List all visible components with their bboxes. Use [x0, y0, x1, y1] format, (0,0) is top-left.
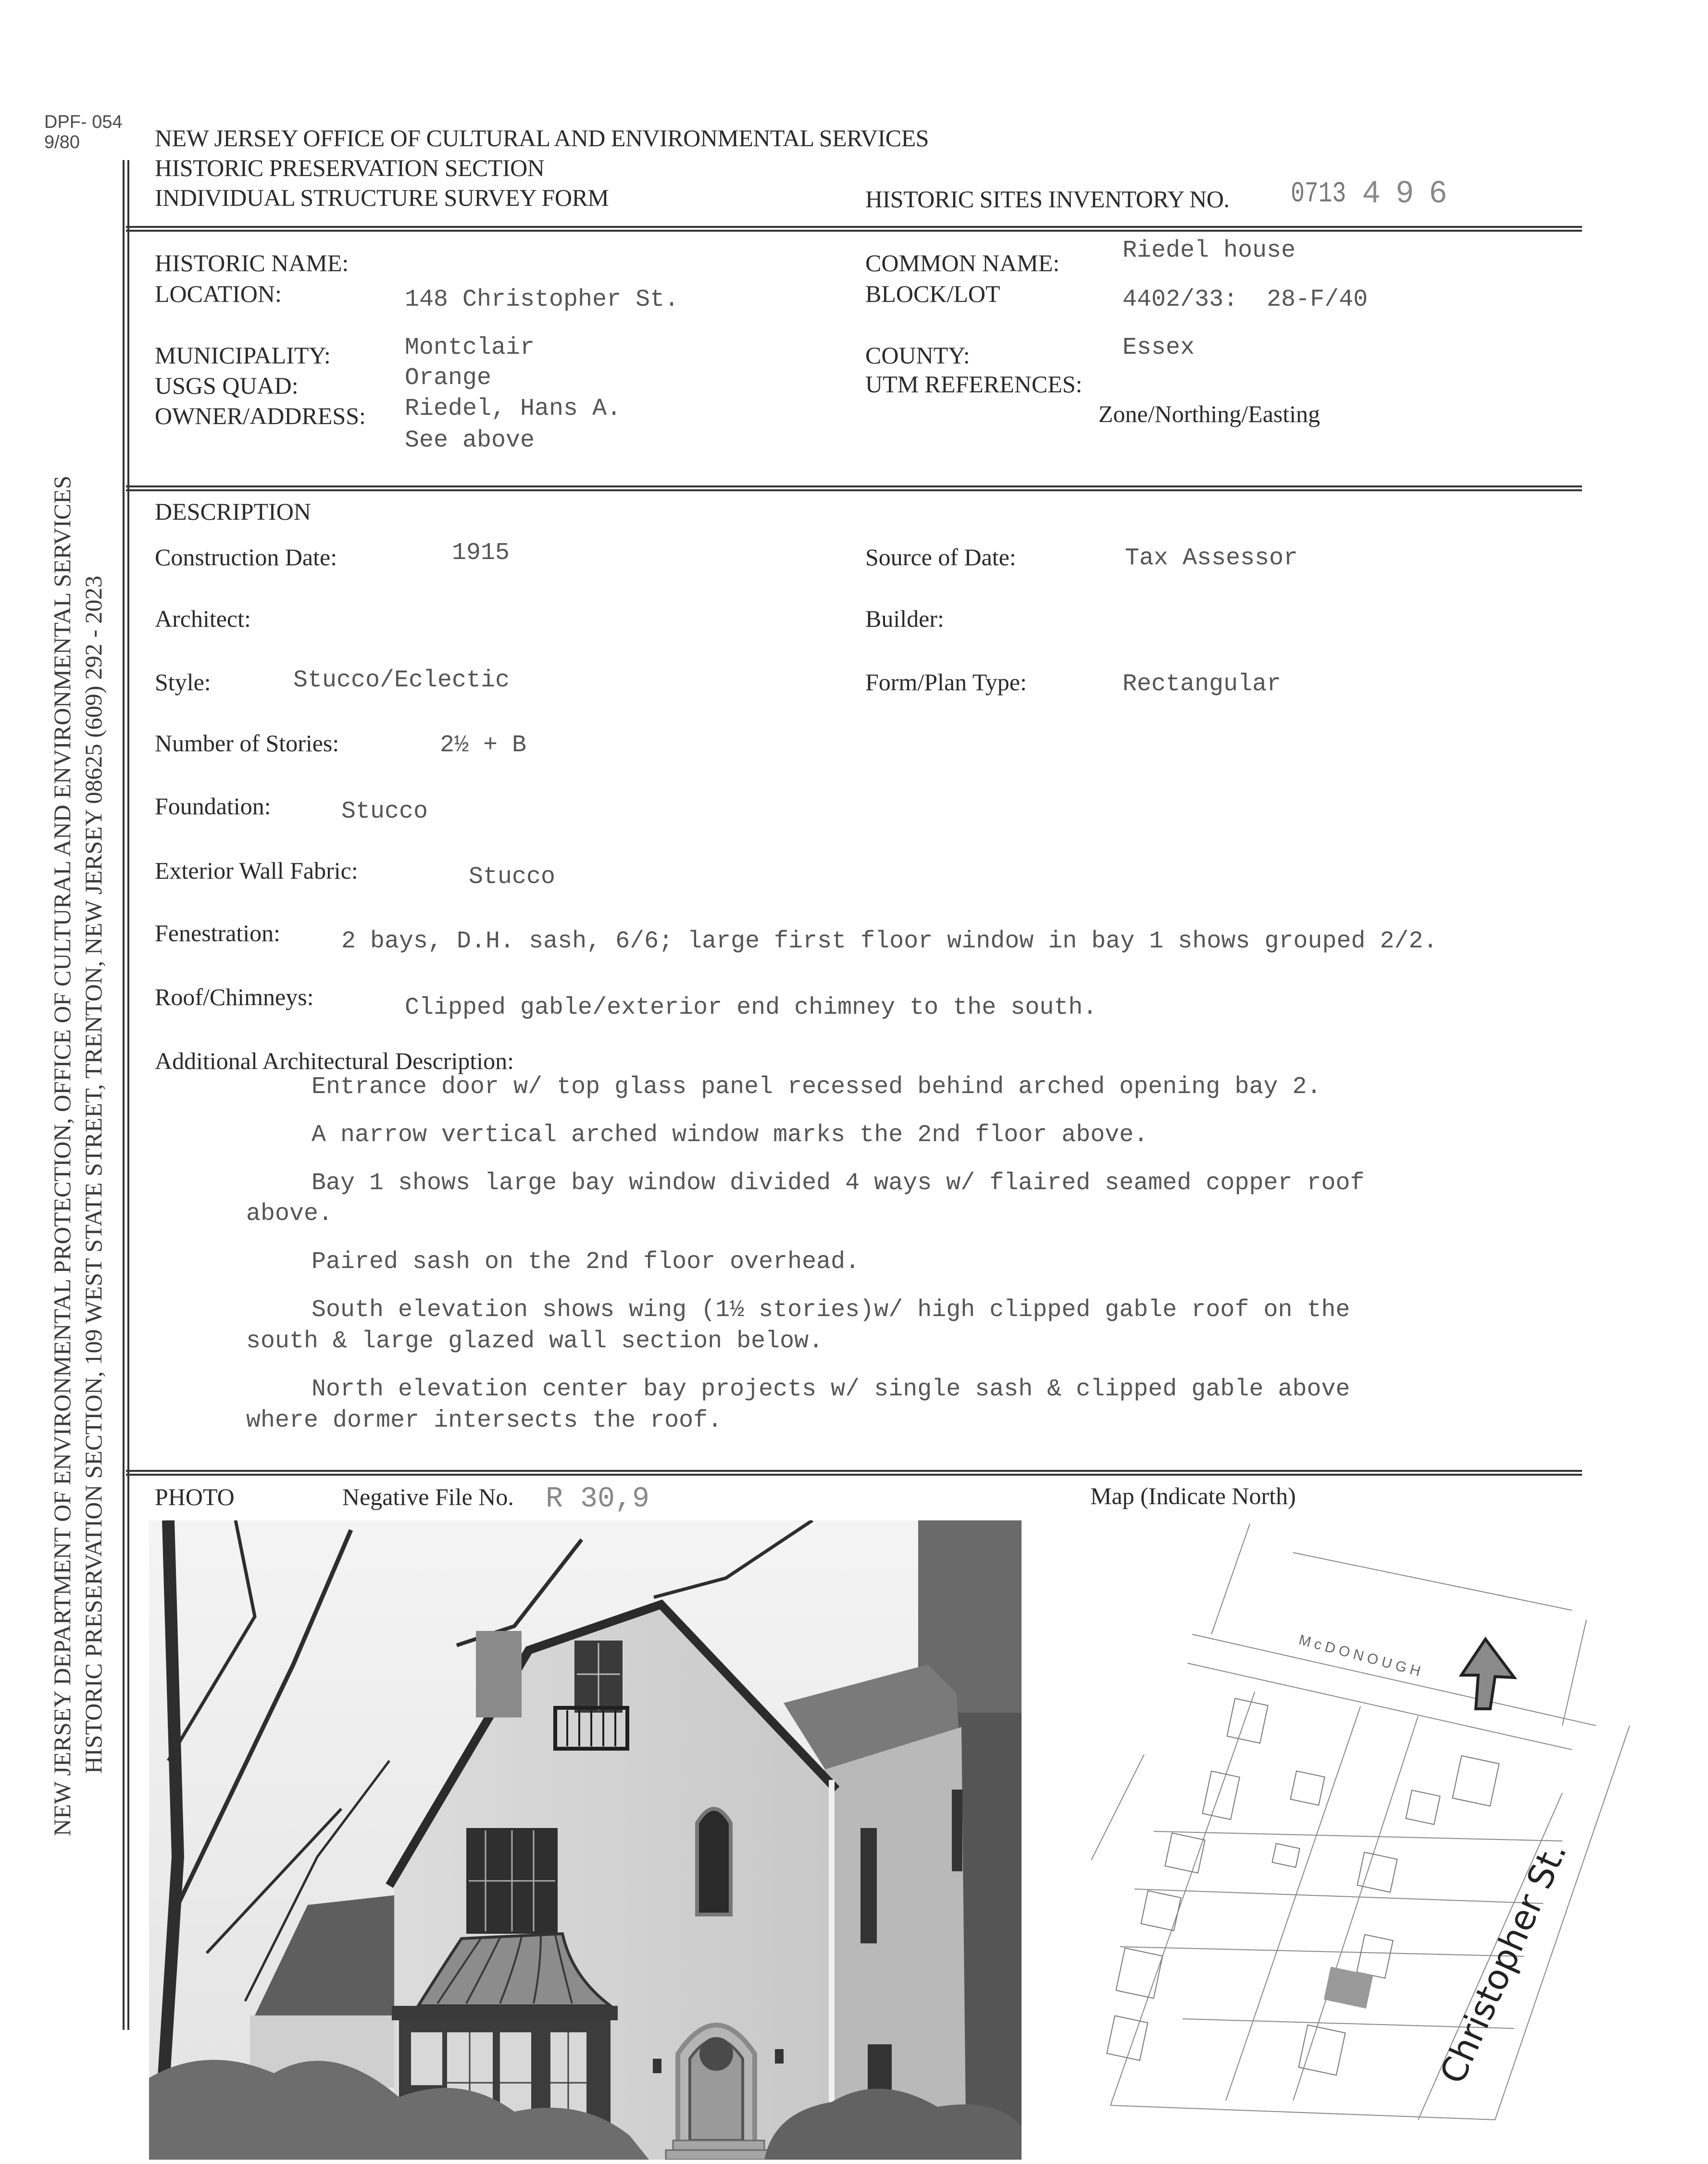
usgs-quad-value: Orange [405, 364, 492, 392]
form-code-number: DPF- 054 [44, 112, 123, 132]
municipality-label: MUNICIPALITY: [155, 342, 331, 369]
utm-sub-label: Zone/Northing/Easting [1098, 400, 1321, 427]
exterior-wall-value: Stucco [469, 863, 556, 891]
construction-date-label: Construction Date: [155, 544, 337, 571]
description-heading: DESCRIPTION [155, 498, 312, 525]
foundation-label: Foundation: [155, 793, 271, 820]
source-of-date-label: Source of Date: [865, 544, 1016, 571]
style-label: Style: [155, 669, 211, 696]
additional-description-label: Additional Architectural Description: [155, 1047, 514, 1074]
description-divider [126, 1470, 1582, 1476]
foundation-value: Stucco [341, 798, 428, 825]
inventory-number: 4 9 6 [1363, 174, 1451, 209]
negative-file-number: R 30,9 [546, 1483, 650, 1516]
inventory-label: HISTORIC SITES INVENTORY NO. [865, 186, 1230, 212]
photo-label: PHOTO [155, 1483, 235, 1510]
form-plan-value: Rectangular [1122, 671, 1282, 698]
location-value: 148 Christopher St. [405, 286, 679, 313]
identification-divider [126, 485, 1582, 491]
construction-date-value: 1915 [452, 539, 510, 567]
additional-paragraph-3-cont: above. [246, 1200, 333, 1228]
owner-value: Riedel, Hans A. [405, 395, 622, 423]
map-street-mcdonough: McDONOUGH [1297, 1631, 1426, 1681]
block-lot-label: BLOCK/LOT [865, 280, 1000, 307]
map-label: Map (Indicate North) [1090, 1482, 1296, 1509]
additional-paragraph-6-cont: where dormer intersects the roof. [246, 1407, 723, 1434]
side-text-department: NEW JERSEY DEPARTMENT OF ENVIRONMENTAL PROTECTION, OFFICE OF CULTURAL AND ENVIRONMENTAL SERVICES [49, 475, 75, 1836]
site-map [1091, 1524, 1639, 2149]
architect-label: Architect: [155, 605, 251, 632]
stories-label: Number of Stories: [155, 730, 339, 757]
additional-paragraph-1: Entrance door w/ top glass panel recessed behind arched opening bay 2. [312, 1073, 1322, 1101]
additional-paragraph-5-cont: south & large glazed wall section below. [246, 1328, 823, 1355]
historic-name-label: HISTORIC NAME: [155, 249, 349, 276]
form-revision-date: 9/80 [44, 132, 80, 152]
style-value: Stucco/Eclectic [293, 667, 510, 694]
county-label: COUNTY: [865, 342, 970, 369]
roof-value: Clipped gable/exterior end chimney to the south. [405, 994, 1097, 1021]
header-agency: NEW JERSEY OFFICE OF CULTURAL AND ENVIRONMENTAL SERVICES [155, 124, 929, 151]
side-text-address: HISTORIC PRESERVATION SECTION, 109 WEST STATE STREET, TRENTON, NEW JERSEY 08625 (609) 292 - 2023 [80, 575, 107, 1774]
source-of-date-value: Tax Assessor [1125, 545, 1298, 572]
additional-paragraph-5: South elevation shows wing (1½ stories)w/ high clipped gable roof on the [312, 1296, 1350, 1324]
additional-paragraph-4: Paired sash on the 2nd floor overhead. [312, 1248, 860, 1276]
form-code [44, 112, 123, 152]
municipality-value: Montclair [405, 334, 535, 361]
form-plan-label: Form/Plan Type: [865, 669, 1027, 696]
owner-address-value: See above [405, 427, 535, 454]
header-form-title: INDIVIDUAL STRUCTURE SURVEY FORM [155, 184, 609, 211]
fenestration-value: 2 bays, D.H. sash, 6/6; large first floor window in bay 1 shows grouped 2/2. [341, 928, 1438, 955]
additional-paragraph-2: A narrow vertical arched window marks the 2nd floor above. [312, 1121, 1148, 1149]
map-street-christopher: Christopher St. [1432, 1836, 1575, 2089]
exterior-wall-label: Exterior Wall Fabric: [155, 857, 358, 884]
left-border-line [123, 160, 129, 2030]
negative-file-label: Negative File No. [342, 1483, 514, 1510]
common-name-value: Riedel house [1122, 237, 1296, 264]
additional-paragraph-6: North elevation center bay projects w/ single sash & clipped gable above [312, 1376, 1350, 1403]
header-divider [126, 226, 1582, 232]
block-lot-value: 4402/33: 28-F/40 [1122, 286, 1368, 313]
county-value: Essex [1122, 334, 1195, 361]
fenestration-label: Fenestration: [155, 920, 281, 946]
stories-value: 2½ + B [440, 732, 527, 759]
additional-paragraph-3: Bay 1 shows large bay window divided 4 ways w/ flaired seamed copper roof [312, 1169, 1365, 1197]
usgs-quad-label: USGS QUAD: [155, 372, 299, 399]
utm-label: UTM REFERENCES: [865, 371, 1083, 398]
header-section: HISTORIC PRESERVATION SECTION [155, 154, 545, 181]
owner-label: OWNER/ADDRESS: [155, 402, 366, 429]
location-label: LOCATION: [155, 280, 282, 307]
common-name-label: COMMON NAME: [865, 249, 1060, 276]
roof-label: Roof/Chimneys: [155, 983, 314, 1010]
builder-label: Builder: [865, 605, 944, 632]
house-photograph [149, 1520, 1022, 2160]
inventory-prefix: 0713 [1291, 178, 1346, 211]
